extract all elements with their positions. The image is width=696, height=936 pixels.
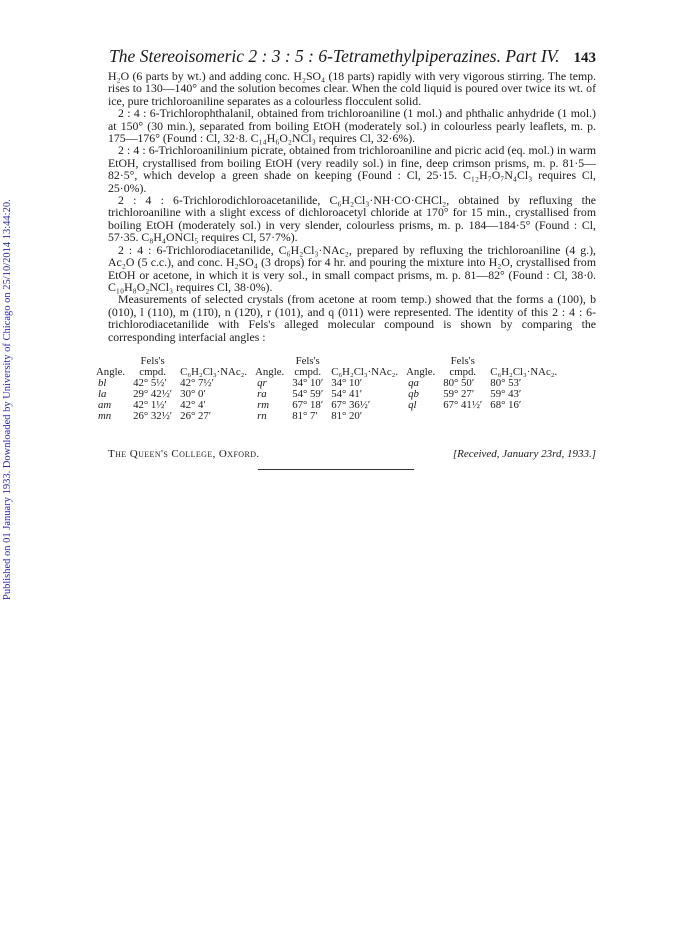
table-cell: 34° 10′ [331,377,363,389]
table-cell: cmpd. [449,366,477,378]
table-cell [486,411,561,422]
table-cell: 68° 16′ [490,399,522,411]
table-cell: 54° 59′ [292,388,324,400]
download-notice-text: Published on 01 January 1933. Downloaded by University of Chicago on 25/10/2014 13:44:20. [2,199,13,600]
table-cell: 59° 27′ [443,388,475,400]
table-cell: Fels's [295,355,320,367]
table-cell [402,411,439,422]
table-cell: 26° 27′ [180,410,212,422]
table-cell: qa [408,377,419,389]
article-body [108,70,596,343]
table-cell: mn [98,410,112,422]
table-cell: 67° 41½′ [443,399,483,411]
table-cell: 59° 43′ [490,388,522,400]
table-cell: Angle. [96,366,126,378]
table-cell: 54° 41′ [331,388,363,400]
paragraph: 2 : 4 : 6-Trichlorodichloroacetanilide, C₆H₂Cl₃·NH·CO·CHCl₂, obtained by refluxing the trichloroaniline with a slight excess of dichloroacetyl chloride at 170° for 15 min., crystallised from boiling EtOH (moderately sol.) in very slender, colourless prisms, m. p. 184—184·5° (Found : Cl, 57·35. C₈H₄ONCl₅ requires Cl, 57·7%). [108,193,596,245]
table-cell: Fels's [140,355,165,367]
paragraph: 2 : 4 : 6-Trichlorophthalanil, obtained from trichloroaniline (1 mol.) and phthalic anhydride (1 mol.) at 150° (30 min.), separated from boiling EtOH (moderately sol.) in colourless pearly leaflets, m. p. 175—176° (Found : Cl, 32·8. C₁₄H₆O₂NCl₃ requires Cl, 32·6%). [108,106,596,146]
table-cell: Fels's [450,355,475,367]
received-date: [Received, January 23rd, 1933.] [452,448,596,460]
table-cell: Angle. [406,366,436,378]
table-cell: C₆H₂Cl₃·NAc₂. [331,366,399,378]
table-row [92,411,561,422]
table-cell: 42° 4′ [180,399,206,411]
page-number: 143 [573,50,596,66]
article-footer [108,448,596,460]
table-cell: 42° 7½′ [180,377,214,389]
running-header [108,46,596,67]
table-cell: 80° 53′ [490,377,522,389]
table-cell: 80° 50′ [443,377,475,389]
table-cell: 34° 10′ [292,377,324,389]
download-notice [2,180,16,600]
affiliation: The Queen's College, Oxford. [108,448,260,460]
table-cell: 26° 32½′ [133,410,173,422]
table-cell: cmpd. [139,366,166,378]
table-cell: am [98,399,112,411]
table-cell: 30° 0′ [180,388,206,400]
table-cell: cmpd. [294,366,322,378]
table-cell: Angle. [255,366,285,378]
end-rule [258,469,414,470]
paragraph: 2 : 4 : 6-Trichlorodiacetanilide, C₆H₂Cl₃·NAc₂, prepared by refluxing the trichloroaniline (4 g.), Ac₂O (5 c.c.), and conc. H₂SO₄ (3 drops) for 4 hr. and pouring the mixture into H₂O, crystallised from EtOH or acetone, in which it is very sol., in small compact prisms, m. p. 81—82° (Found : Cl, 38·0. C₁₀H₈O₂NCl₃ requires Cl, 38·0%). [108,242,596,294]
table-cell: bl [98,377,107,389]
table-cell: ra [257,388,267,400]
table-cell: qr [257,377,267,389]
table-cell: rm [257,399,270,411]
paragraph: 2 : 4 : 6-Trichloroanilinium picrate, obtained from trichloroaniline and picric acid (eq. mol.) in warm EtOH, crystallised from boiling EtOH (very readily sol.) in fine, deep crimson prisms, m. p. 81·5—82·5°, which develop a green shade on keeping (Found : Cl, 25·15. C₁₂H₇O₇N₄Cl₃ requires Cl, 25·0%). [108,143,596,195]
table-cell: C₆H₂Cl₃·NAc₂. [490,366,558,378]
table-cell: rn [257,410,267,422]
table-cell: C₆H₂Cl₃·NAc₂. [180,366,248,378]
paragraph: Measurements of selected crystals (from acetone at room temp.) showed that the forms a (100), b (010), l (110), m (11̄0), n (12̄0), r (101), and q (011) were represented. The identity of this 2 : 4 : 6-trichlorodiacetanilide with Fels's alleged molecular compound is shown by comparing the corresponding interfacial angles : [108,292,596,344]
table-cell: 67° 18′ [292,399,324,411]
table-cell: la [98,388,107,400]
table-cell: 81° 20′ [331,410,363,422]
table-cell: 42° 5½′ [133,377,167,389]
table-cell: qb [408,388,419,400]
paragraph: H₂O (6 parts by wt.) and adding conc. H₂SO₄ (18 parts) rapidly with very vigorous stirring. The temp. rises to 130—140° and the solution becomes clear. When the cold liquid is poured over twice its wt. of ice, pure trichloroaniline separates as a colourless flocculent solid. [108,69,596,108]
table-cell: 67° 36½′ [331,399,371,411]
table-cell [439,411,486,422]
table-cell: 42° 1½′ [133,399,167,411]
interfacial-angles-table [92,356,561,422]
table-cell: 29° 42½′ [133,388,173,400]
table-cell: ql [408,399,417,411]
table-cell: 81° 7′ [292,410,318,422]
running-title: The Stereoisomeric 2 : 3 : 5 : 6-Tetramethylpiperazines. Part IV. [109,46,560,66]
